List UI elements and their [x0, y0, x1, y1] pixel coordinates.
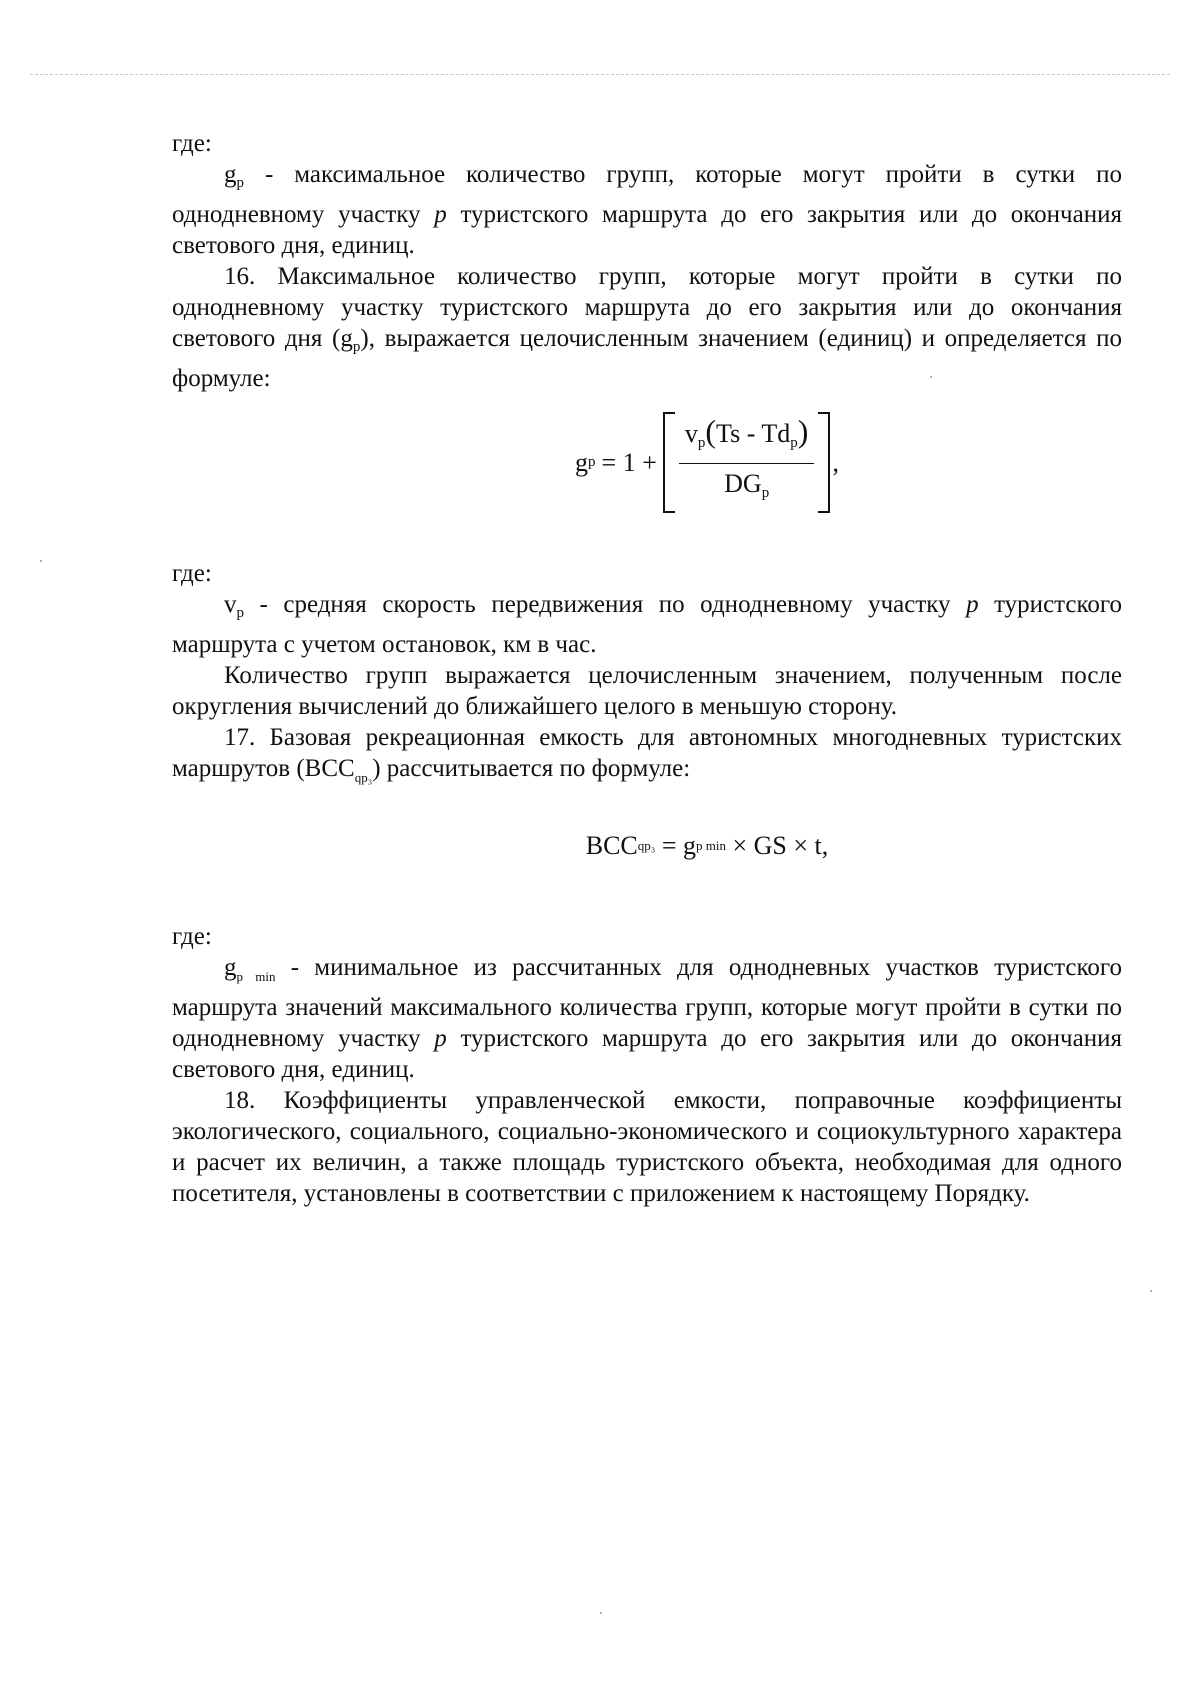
document-body [172, 128, 1122, 1209]
formula-gp: g р = 1 + $\frac{v_р(Ts - Td_p)}{DG_p}$ , [172, 412, 1122, 512]
definition-gpmin: $g_{р min}$ - минимальное из рассчитанных для однодневных участков туристского маршрута значений максимального количества групп, которые могут пройти в сутки по однодневному участку р туристского маршрута до его закрытия или до окончания светового дня, единиц. [172, 954, 1122, 1083]
where-label: где: [172, 130, 212, 157]
floor-bracket [663, 412, 831, 513]
definition-gp: $g_р$ - максимальное количество групп, которые могут пройти в сутки по однодневному участку р туристского маршрута до его закрытия или до окончания светового дня, единиц. [172, 161, 1122, 259]
paragraph-16: 16. Максимальное количество групп, которые могут пройти в сутки по однодневному участку туристского маршрута до его закрытия или до окончания светового дня $(g_р)$, выражается целочисленным значением (единиц) и определяется по формуле: [172, 263, 1123, 392]
formula-bcc: BCC qр₃ = g p min × GS × t, [585, 830, 829, 860]
rounding-note: Количество групп выражается целочисленным значением, полученным после округления вычислений до ближайшего целого в меньшую сторону. [172, 662, 1122, 720]
scan-artifact-line [30, 74, 1170, 75]
scan-speck [600, 1612, 602, 1614]
where-label: где: [172, 560, 212, 587]
scan-speck [40, 560, 42, 562]
where-label: где: [172, 923, 212, 950]
paragraph-18: 18. Коэффициенты управленческой емкости, поправочные коэффициенты экологического, социального, социально-экономического и социокультурного характера и расчет их величин, а также площадь туристского объекта, необходимая для одного посетителя, установлены в соответствии с приложением к настоящему Порядку. [172, 1087, 1122, 1207]
scan-speck [930, 376, 932, 378]
scan-speck [1150, 1290, 1152, 1292]
fraction-denominator: $DG_p$ [724, 468, 770, 501]
fraction-numerator: $v_р(Ts - Td_p)$ [679, 416, 815, 464]
paragraph-17: 17. Базовая рекреационная емкость для автономных многодневных туристских маршрутов $(BCC_{qр_3})$ рассчитывается по формуле: [172, 724, 1122, 785]
definition-vp: $v_р$ - средняя скорость передвижения по однодневному участку р туристского маршрута с учетом остановок, км в час. [172, 591, 1122, 658]
